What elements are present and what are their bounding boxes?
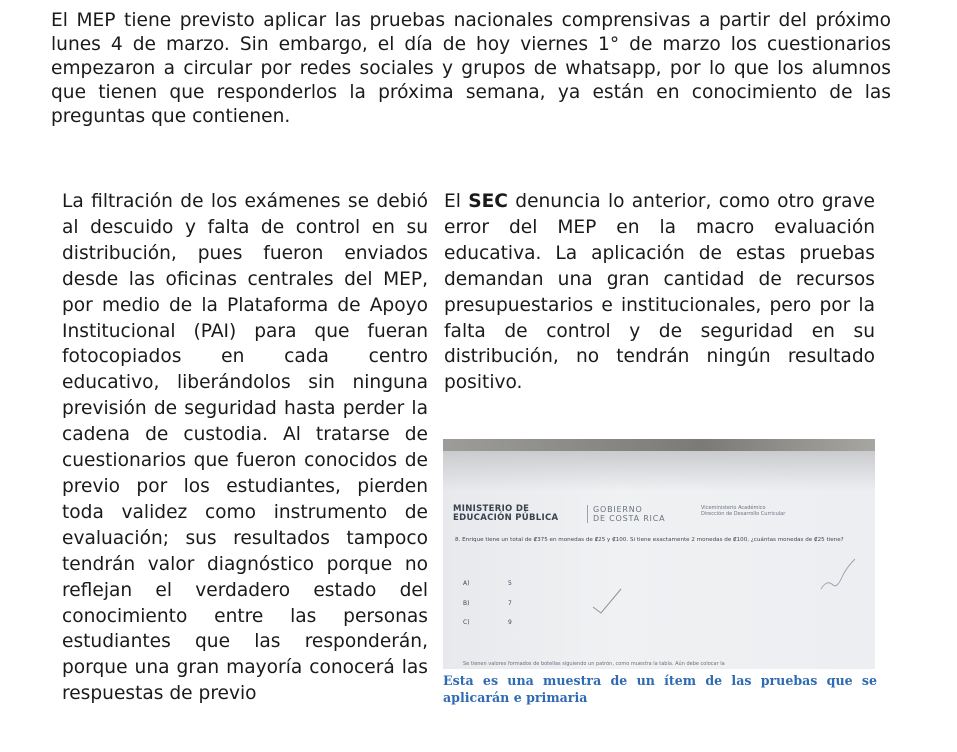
handwritten-marks — [443, 439, 875, 669]
vice-line-2: Dirección de Desarrollo Curricular — [701, 511, 786, 517]
option-value: 9 — [508, 619, 512, 626]
right-lead-text: El — [444, 191, 469, 212]
right-column-paragraph — [444, 189, 875, 396]
photo-caption: Esta es una muestra de un ítem de las pruebas que se aplicarán e primaria — [443, 673, 877, 705]
option-label: C) — [463, 619, 470, 626]
gob-line-1: GOBIERNO — [593, 505, 643, 514]
option-label: A) — [463, 580, 470, 587]
option-value: 7 — [508, 600, 512, 607]
option-value: 5 — [508, 580, 512, 587]
option-label: B) — [463, 600, 470, 607]
left-column-paragraph: La filtración de los exámenes se debió al descuido y falta de control en su distribución, pues fueron enviados desde las oficinas centrales del MEP, por medio de la Plataforma de Apoyo Institucional (PAI) para que fueran fotocopiados en cada centro educativo, liberándolos sin ninguna previsión de seguridad hasta perder la cadena de custodia. Al tratarse de cuestionarios que fueron conocidos de previo por los estudiantes, pierden toda validez como instrumento de evaluación; sus resultados tampoco tendrán valor diagnóstico porque no reflejan el verdadero estado del conocimiento entre las personas estudiantes que las responderán, porque una gran mayoría conocerá las respuestas de previo — [62, 191, 428, 705]
ministry-line-2: EDUCACIÓN PÚBLICA — [453, 513, 559, 523]
next-question-text: Se tienen valores formados de botellas siguiendo un patrón, como muestra la tabla. Aún debe colocar la — [463, 661, 725, 667]
vice-line-1: Viceministerio Académico — [701, 505, 766, 511]
handwriting-scribble — [821, 559, 855, 589]
intro-paragraph: El MEP tiene previsto aplicar las pruebas nacionales comprensivas a partir del próximo lunes 4 de marzo. Sin embargo, el día de hoy viernes 1° de marzo los cuestionarios empezaron a circular por redes sociales y grupos de whatsapp, por lo que los alumnos que tienen que responderlos la próxima semana, ya están en conocimiento de las preguntas que contienen. — [51, 10, 891, 127]
exam-question: 8. Enrique tiene un total de ₡375 en monedas de ₡25 y ₡100. Si tiene exactamente 2 monedas de ₡100, ¿cuántas monedas de ₡25 tiene? — [455, 537, 844, 543]
gob-line-2: DE COSTA RICA — [593, 514, 666, 523]
exam-sample-photo — [443, 439, 875, 669]
right-rest-text: denuncia lo anterior, como otro grave error del MEP en la macro evaluación educativa. La aplicación de estas pruebas demandan una gran cantidad de recursos presupuestarios e institucionales, pero por la falta de control y de seguridad en su distribución, no tendrán ningún resultado positivo. — [444, 191, 875, 394]
ministry-line-1: MINISTERIO DE — [453, 504, 530, 514]
checkmark-icon — [593, 589, 621, 613]
sec-name: SEC — [468, 191, 508, 212]
